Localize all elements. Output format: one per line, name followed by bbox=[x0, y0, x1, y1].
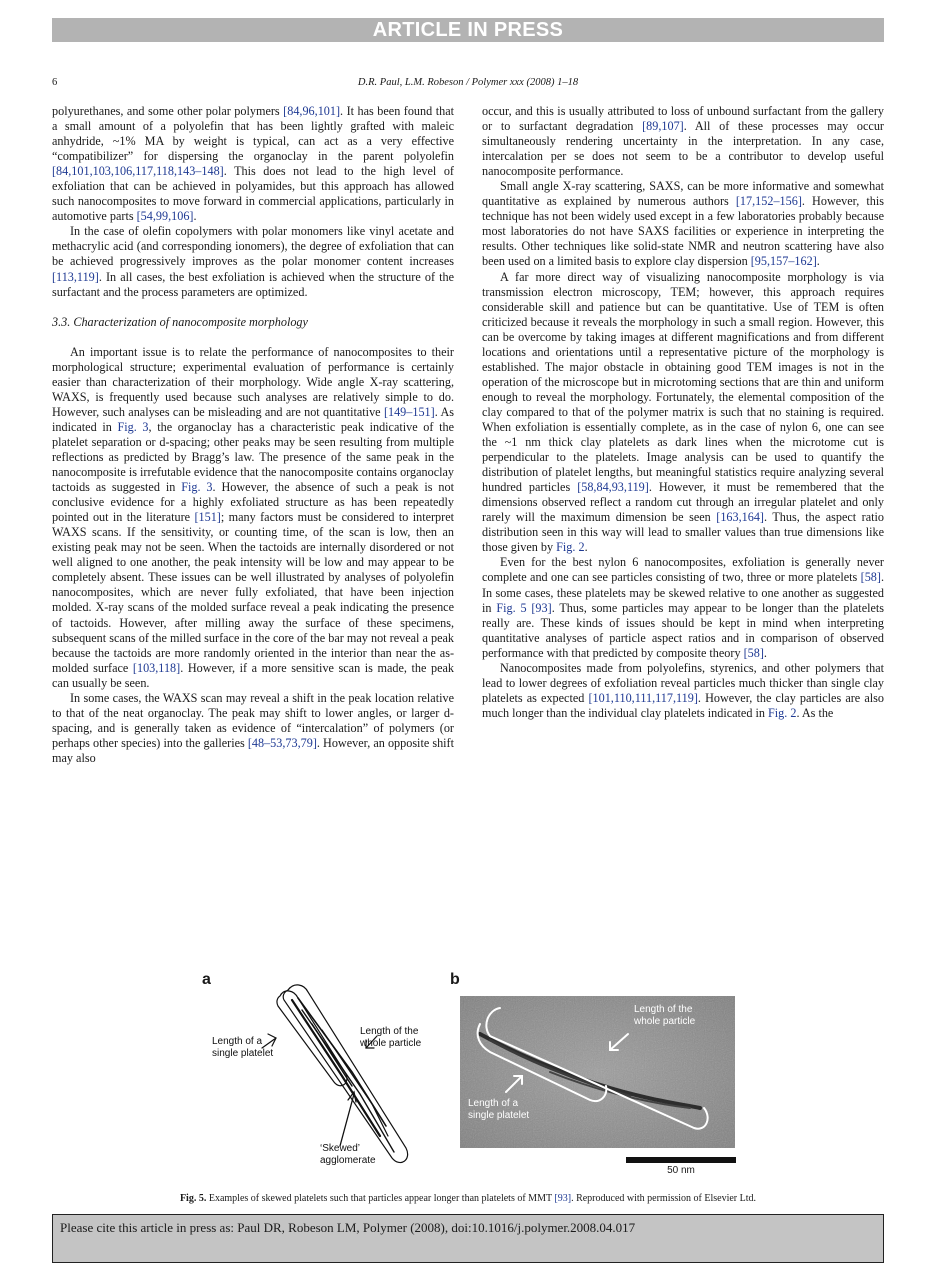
page-number: 6 bbox=[52, 77, 58, 88]
reference-link[interactable]: [93] bbox=[531, 600, 552, 615]
reference-link[interactable]: [113,119] bbox=[52, 269, 99, 284]
platelet-line bbox=[312, 1024, 352, 1086]
reference-link[interactable]: [101,110,111,117,119] bbox=[588, 690, 698, 705]
label-whole-particle: Length of the whole particle bbox=[360, 1026, 422, 1049]
figure-link[interactable]: Fig. 2 bbox=[556, 540, 585, 555]
paragraph: occur, and this is usually attributed to loss of unbound surfactant from the gallery or to surfactant degradation [89,107]. All of these processes may occur simultaneously rendering uncertainty in the interpretation. In any case, intercalation per se does not seem to be a contributor to develop useful nanocomposite performance. bbox=[482, 104, 884, 179]
journal-line: D.R. Paul, L.M. Robeson / Polymer xxx (2008) 1–18 bbox=[357, 77, 579, 88]
scale-bar-label: 50 nm bbox=[667, 1165, 695, 1176]
paragraph: In some cases, the WAXS scan may reveal a shift in the peak location relative to that of the neat organoclay. The peak may shift to lower angles, or larger d-spacing, and is generally taken as evidence of “intercalation” of polymers (or perhaps other species) into the galleries [48–53,73,79]. However, an opposite shift may also bbox=[52, 690, 454, 765]
running-header bbox=[52, 76, 884, 90]
figure-link[interactable]: Fig. 3 bbox=[181, 480, 213, 495]
panel-b-letter: b bbox=[450, 971, 460, 988]
figure-link[interactable]: Fig. 3 bbox=[117, 419, 149, 434]
reference-link[interactable]: [149–151] bbox=[383, 404, 435, 419]
figure-link[interactable]: Fig. 5 bbox=[496, 600, 527, 615]
paragraph: Small angle X-ray scattering, SAXS, can be more informative and somewhat quantitative as explained by numerous authors [17,152–156]. However, this technique has not been widely used except in a few laboratories probably because most laboratories do not have SAXS facilities or experience in interpreting the results. Other techniques like solid-state NMR and neutron scattering have also been used on a limited basis to explore clay dispersion [95,157–162]. bbox=[482, 179, 884, 269]
label-skewed-agglomerate: ‘Skewed’ agglomerate bbox=[320, 1143, 376, 1166]
reference-link[interactable]: [54,99,106] bbox=[136, 209, 194, 224]
reference-link[interactable]: [58] bbox=[743, 645, 764, 660]
figure-caption: Fig. 5. Examples of skewed platelets such that particles appear longer than platelets of MMT [93]. Reproduced with permission of Elsevier Ltd. bbox=[179, 1193, 757, 1204]
figure-5 bbox=[52, 966, 884, 1206]
right-column bbox=[482, 104, 884, 721]
caption-label: Fig. 5. bbox=[179, 1193, 207, 1204]
label-single-platelet-b: Length of a single platelet bbox=[468, 1098, 530, 1121]
paragraph: Nanocomposites made from polyolefins, styrenics, and other polymers that lead to lower degrees of exfoliation reveal particles much thicker than single clay platelets as expected [101,110,111,117,119]. However, the clay particles are also much longer than the individual clay platelets indicated in Fig. 2. As the bbox=[482, 660, 884, 720]
platelet-line bbox=[292, 1000, 380, 1136]
arrow bbox=[340, 1094, 354, 1146]
left-column bbox=[52, 104, 454, 766]
reference-link[interactable]: [151] bbox=[194, 510, 221, 525]
reference-link[interactable]: [84,101,103,106,117,118,143–148] bbox=[52, 164, 224, 179]
label-whole-particle-b: Length of the whole particle bbox=[634, 1004, 696, 1027]
citation-box: Please cite this article in press as: Paul DR, Robeson LM, Polymer (2008), doi:10.1016/j.polymer.2008.04.017 bbox=[52, 1214, 884, 1263]
reference-link[interactable]: [93] bbox=[554, 1193, 572, 1204]
paragraph: polyurethanes, and some other polar polymers [84,96,101]. It has been found that a small amount of a polyolefin that has been lightly grafted with maleic anhydride, ~1% MA by weight is typical, can act as a very effective “compatibilizer” for dispersing the organoclay in the parent polyolefin [84,101,103,106,117,118,143–148]. This does not lead to the high level of exfoliation that can be achieved in polyamides, but this approach has allowed such nanocomposites to move forward in commercial applications, particularly in automotive parts [54,99,106]. bbox=[52, 104, 454, 224]
reference-link[interactable]: [95,157–162] bbox=[750, 254, 817, 269]
panel-b-tem-image bbox=[460, 996, 735, 1148]
reference-link[interactable]: [84,96,101] bbox=[283, 104, 341, 118]
reference-link[interactable]: [103,118] bbox=[132, 660, 181, 675]
reference-link[interactable]: [58] bbox=[860, 570, 881, 585]
paragraph: A far more direct way of visualizing nanocomposite morphology is via transmission electron microscopy, TEM; however, this approach requires considerable skill and patience but can be quantitative. Use of TEM is often criticized because it reveals the morphology in such a small region. However, this can be overcome by taking images at different magnifications and from different locations and orientations until a representative picture of the morphology is established. The major obstacle in obtaining good TEM images is not in the operation of the microscope but in microtoming sections that are thin and uniform enough to reveal the morphology. Fortunately, the elemental composition of the clay compared to that of the polymer matrix is such that no staining is required. When exfoliation is essentially complete, as in the case of nylon 6, one can see the ~1 nm thick clay platelets as dark lines when the microtome cut is perpendicular to the platelets. Image analysis can be used to quantify the distribution of platelet lengths, but meaningful statistics require analyzing several hundred particles [58,84,93,119]. However, it must be remembered that the dimensions observed reflect a random cut through an irregular platelet and only rarely will the maximum dimension be seen [163,164]. Thus, the aspect ratio distribution seen in this way will lead to smaller values than true dimensions like those given by Fig. 2. bbox=[482, 269, 885, 555]
section-heading: 3.3. Characterization of nanocomposite morphology bbox=[52, 314, 308, 329]
reference-link[interactable]: [17,152–156] bbox=[735, 194, 802, 209]
reference-link[interactable]: [58,84,93,119] bbox=[577, 480, 649, 495]
scale-bar bbox=[626, 1157, 736, 1163]
paragraph: In the case of olefin copolymers with polar monomers like vinyl acetate and methacrylic acid (and corresponding ionomers), the degree of exfoliation that can be achieved progressively improves as the polar monomer content increases [113,119]. In all cases, the best exfoliation is achieved when the structure of the surfactant and the process parameters are optimized. bbox=[52, 224, 454, 299]
article-in-press-banner: ARTICLE IN PRESS bbox=[52, 18, 884, 42]
panel-a-letter: a bbox=[202, 971, 211, 988]
figure-link[interactable]: Fig. 2 bbox=[767, 705, 797, 720]
reference-link[interactable]: [89,107] bbox=[642, 119, 684, 134]
paragraph: Even for the best nylon 6 nanocomposites, exfoliation is generally never complete and one can see particles consisting of two, three or more platelets [58]. In some cases, these platelets may be skewed relative to one another as suggested in Fig. 5 [93]. Thus, some particles may appear to be longer than the platelets really are. These kinds of issues should be kept in mind when interpreting quantitative analyses of particle aspect ratios and in comparison of observed performance with that predicted by composite theory [58]. bbox=[482, 555, 885, 660]
label-single-platelet: Length of a single platelet bbox=[212, 1036, 274, 1059]
reference-link[interactable]: [48–53,73,79] bbox=[247, 735, 317, 750]
reference-link[interactable]: [163,164] bbox=[716, 510, 764, 525]
paragraph: An important issue is to relate the performance of nanocomposites to their morphological structure; experimental evaluation of performance is certainly easier than characterization of their morphology. Wide angle X-ray scattering, WAXS, is frequently used because such analyses are relatively simple to do. However, such analyses can be misleading and are not quantitative [149–151]. As indicated in Fig. 3, the organoclay has a characteristic peak indicative of the platelet separation or d-spacing; other peaks may be seen resulting from multiple reflections as predicted by Bragg’s law. The presence of the same peak in the nanocomposite is irrefutable evidence that the nanocomposite contains organoclay tactoids as suggested in Fig. 3. However, the absence of such a peak is not conclusive evidence for a highly exfoliated structure as has been repeatedly pointed out in the literature [151]; many factors must be considered to interpret WAXS scans. If the sensitivity, or counting time, of the scan is low, then an existing peak may not be seen. When the tactoids are internally disordered or not well aligned to one another, the peak intensity will be low and may appear to be completely absent. These issues can be well illustrated by analyses of polyolefin nanocomposites, which are never fully exfoliated, that have been injection molded. X-ray scans of the molded surface reveal a peak indicating the presence of tactoids. However, after milling away the surface of these specimens, subsequent scans of the milled surface in the core of the bar may not reveal a peak because the tactoids are more randomly oriented in the interior than near the as-molded surface [103,118]. However, if a more sensitive scan is made, the peak can usually be seen. bbox=[52, 344, 454, 690]
